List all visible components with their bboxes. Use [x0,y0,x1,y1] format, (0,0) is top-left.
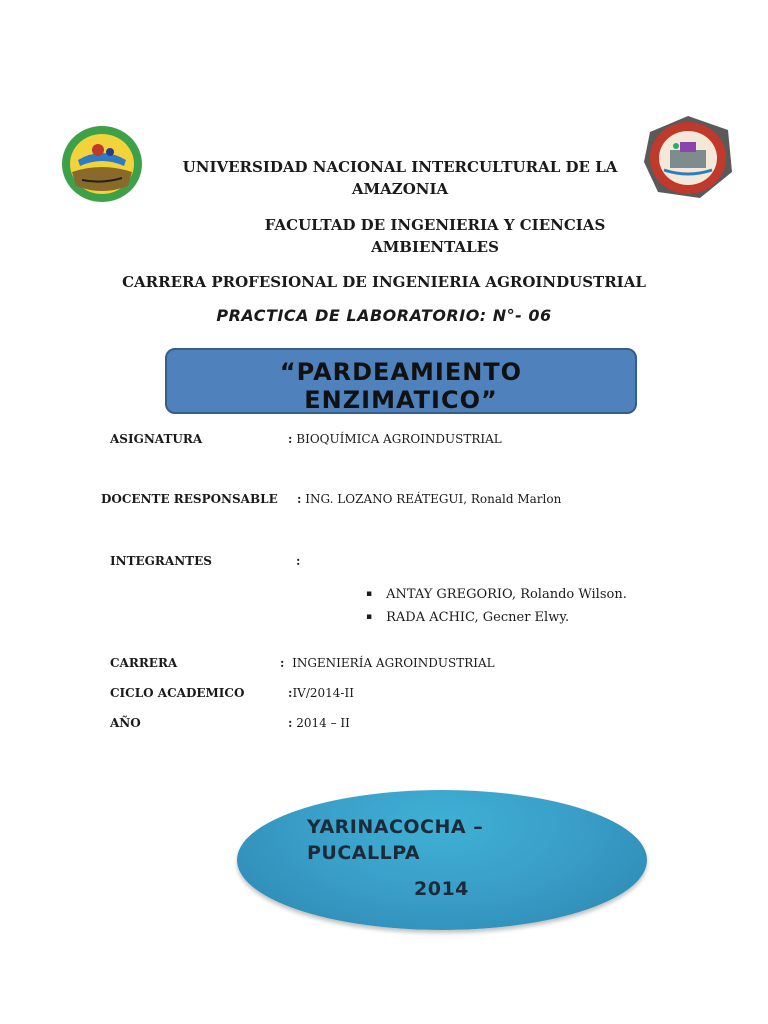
members-label: INTEGRANTES [110,554,212,568]
university-seal-logo [58,122,146,206]
document-title: “PARDEAMIENTO ENZIMATICO” [279,358,523,414]
faculty-name: FACULTAD DE INGENIERIA Y CIENCIAS AMBIENTALES [264,216,606,256]
year-value: : 2014 – II [288,716,350,730]
cycle-label: CICLO ACADEMICO [110,686,245,700]
member-item: ▪ ANTAY GREGORIO, Rolando Wilson. [366,584,627,607]
title-box [165,348,637,414]
teacher-value: : ING. LOZANO REÁTEGUI, Ronald Marlon [297,492,562,506]
faculty-seal-logo [640,112,736,202]
subject-value: : BIOQUÍMICA AGROINDUSTRIAL [288,432,502,446]
career-title: CARRERA PROFESIONAL DE INGENIERIA AGROINDUSTRIAL [122,273,646,291]
university-name: UNIVERSIDAD NACIONAL INTERCULTURAL DE LA AMAZONIA [182,158,618,198]
members-separator: : [296,554,301,568]
cycle-value: :IV/2014-II [288,686,354,700]
year-label: AÑO [110,716,141,730]
teacher-label: DOCENTE RESPONSABLE [101,492,278,506]
member-item: ▪ RADA ACHIC, Gecner Elwy. [366,607,627,630]
career-label: CARRERA [110,656,178,670]
members-list [366,584,627,630]
career-value: : INGENIERÍA AGROINDUSTRIAL [280,656,495,670]
subject-label: ASIGNATURA [110,432,203,446]
footer-year: 2014 [414,878,469,900]
footer-place: YARINACOCHA – PUCALLPA [307,816,484,864]
practice-number: PRACTICA DE LABORATORIO: N°- 06 [216,306,552,325]
